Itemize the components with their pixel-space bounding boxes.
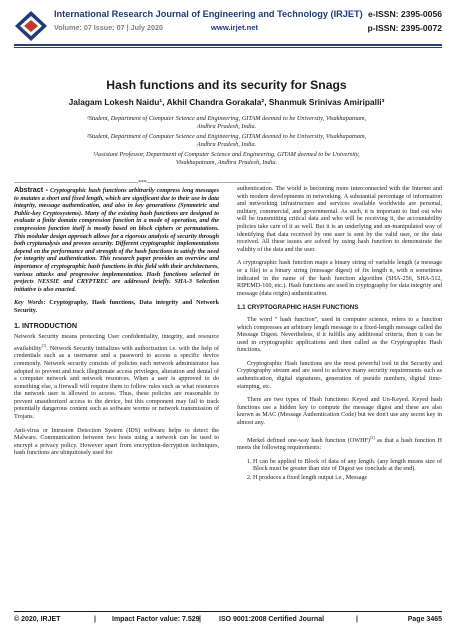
paragraph: The word " hash function", used in computer science, refers to a function which compresses an arbitrary length message to a fixed-length message called the Message Digest. Nevertheless, if it fulfills any additional criteria, then it can be used in cryptographic applications and then called as the Cryptographic Hash functions. [237,316,442,354]
affiliation-line: Andhra Pradesh, India. [196,141,257,148]
section-heading-introduction: 1. INTRODUCTION [14,320,78,330]
list-item: 2. H produces a fixed length output i.e., Message [253,475,442,483]
paragraph: A cryptographic hash function maps a binary string of variable length (a message or a file) to a binary string (message digest) of fix length n, with n sometimes indicated in the name of the hash function algorithm (SHA-256, SHA-512, RIPEMD-160, etc.). Hash functions are used in cryptography for data integrity and message (data origin) authentication. [237,260,442,297]
footer-separator: | [199,616,201,623]
footer-separator: | [356,616,358,623]
paragraph: There are two types of Hash functions: Keyed and Un-Keyed. Keyed hash functions use a hidden key to compute the message digest and these are also known as MAC (Message Authentication Code) but we don't use any secret key in almost any. [237,397,442,427]
footer-copyright: © 2020, IRJET [14,616,61,623]
p-issn: p-ISSN: 2395-0072 [367,23,442,33]
affiliation-line: Andhra Pradesh, India. [196,123,257,130]
irjet-logo [14,10,48,42]
journal-website[interactable]: www.irjet.net [211,23,258,32]
list-item: 1. H can be applied to Block of data of any length. (any length means size of Block must be greater than size of Digest we conclude at the end). [253,459,442,474]
section-separator: ---------------------------------------------------------------------***--------------------------------------------------------------------- [14,180,271,186]
right-column [237,186,442,484]
left-column [14,186,219,464]
footer-rule [14,611,442,612]
abstract-heading: Abstract - [14,185,49,194]
volume-issue: Volume: 07 Issue: 07 | July 2020 [54,23,163,32]
footer-impact-factor: Impact Factor value: 7.529 [112,616,200,623]
citation-ref[interactable]: [2] [369,434,375,440]
header-rule [14,44,442,46]
affiliation-line: ¹Student, Department of Computer Science and Engineering, GITAM deemed to be University, Visakhapatnam, [86,115,367,122]
journal-header [14,8,442,44]
paragraph: Network Security means protecting User confidentiality, integrity, and resource availability[1]. Network Security initializes with authorization i.e. with the help of credentials such as a username and a password to access a specific device commonly. Network security consists of policies each network administrator has adopted to prevent and track illegitimate access privileges, alteration and denial of a computer network and network resources. When a user is approved to do something else, a firewall will require them to follow rules such as what resources the network user is allowed to access. Thus, these policies are reasonable to prevent unauthorized access to the device, but this component may fail to track potentially dangerous content such as software worms or network transmission of Trojans. [14,334,219,421]
affiliation-line: Visakhapatnam, Andhra Pradesh, India. [175,159,278,166]
subsection-heading: 1.1 CRYPTOGRAPHIC HASH FUNCTIONS [237,304,359,312]
keywords-text: : Cryptography, Hash functions, Data integrity and Network Security. [14,300,219,314]
footer-iso: ISO 9001:2008 Certified Journal [219,616,325,623]
paragraph: authentication. The world is becoming more interconnected with the Internet and with modern developments in networking. A substantial percentage of information and networking infrastructure and services available worldwide are personal, military, commercial, and governmental. As such, it is important to find out who will be transmitting critical data and who will be receiving it, the accountability policies take care of it as well. But it is an underlying and un-manipulated way of identifying that data received by one user is sent by the valid user, or the data received. All these issues are solved by using hash function to demonstrate the validity of the data and the user. [237,186,442,253]
affiliation-line: ²Student, Department of Computer Science and Engineering, GITAM deemed to be University, Visakhapatnam, [86,133,367,140]
journal-name: International Research Journal of Engineering and Technology (IRJET) [54,9,363,19]
abstract [14,186,219,294]
abstract-text: Cryptographic hash functions arbitrarily compress long messages to mutates a short and fixed length, which are significant due to their use in data integrity, message authentication, and also in key generations (Symmetric and Public-key Cryptosystems). Many of the existing hash functions are designed to evaluate a finite domain compression function in a mode of operation, and the compression function itself is mostly based on block ciphers or permutations. This modular design approach allows for a rigorous analysis of security through both cryptanalysis and proven security. Different cryptographic implementations depend on the performance and strength of the hash functions to satisfy the need for integrity and authentication. This research paper provides an overview and importance of cryptographic hash functions in this field with their architectures, various attacks and progressive implementation. Hash functions selected in projects NESSIE and CRYPTREC are addressed briefly. SHA-3 Selection initiative is also enacted. [14,188,219,293]
header-rule-thin [14,47,442,48]
citation-ref[interactable]: [1] [41,342,47,348]
paper-title: Hash functions and its security for Snags [106,78,347,92]
requirements-list [237,459,442,483]
e-issn: e-ISSN: 2395-0056 [367,9,442,19]
paragraph: Anti-virus or Intrusion Detection System (IDS) software helps to detect the Malware. Communication between two hosts using a network can be used to encrypt a privacy policy. However apart from encryption-decryption techniques, hash functions are ubiquitously used for [14,427,219,457]
paper-authors: Jalagam Lokesh Naidu¹, Akhil Chandra Gorakala², Shanmuk Srinivas Amiripalli³ [68,97,385,107]
footer-page-number: Page 3465 [407,616,442,623]
paragraph: Cryptographic Hash functions are the most powerful tool in the Security and Cryptography stream and are used to achieve many security requirements such as authentication, digital signatures, generation of pseudo numbers, digital time-stamping, etc. [237,360,442,390]
keywords [14,300,219,315]
keywords-label: Key Words [14,300,44,307]
footer-separator: | [94,616,96,623]
paragraph: Merkel defined one-way hash function (OWHF)[2] as that a hash function H meets the following requirements: [237,434,442,452]
affiliation-line: ³Assistant Professor, Department of Computer Science and Engineering, GITAM deemed to be University, [93,151,360,158]
